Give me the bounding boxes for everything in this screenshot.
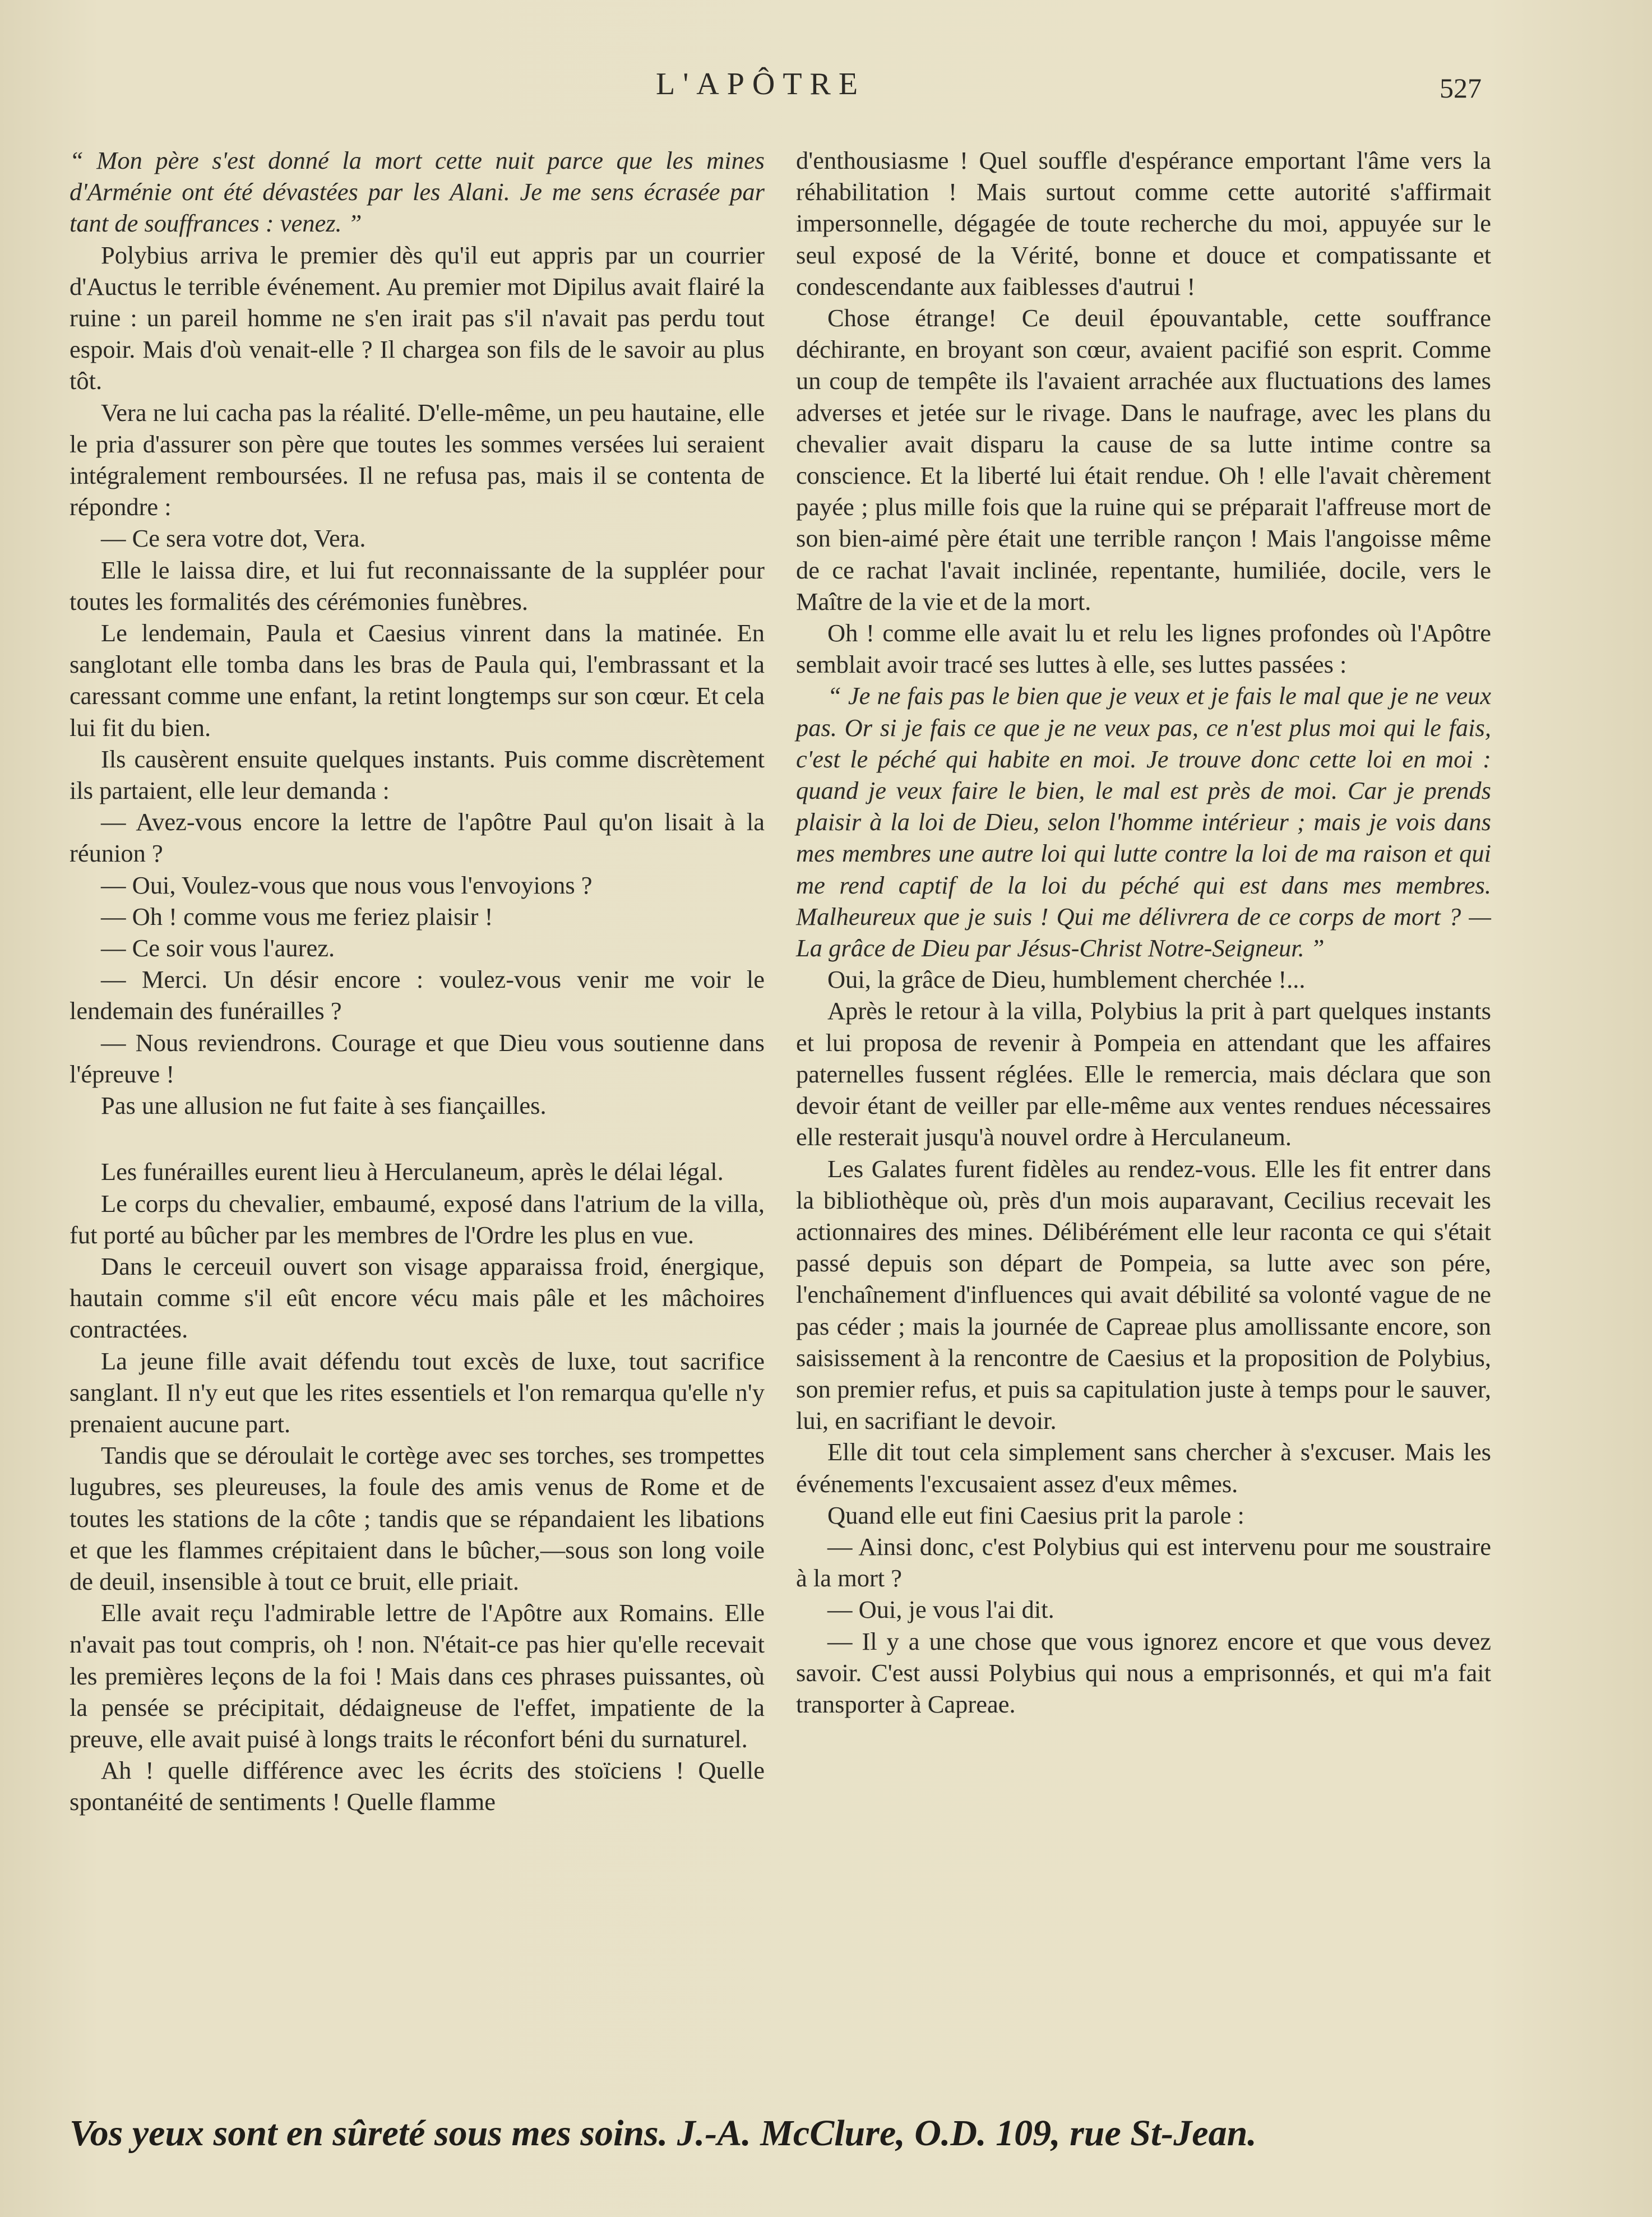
paragraph: Dans le cerceuil ouvert son visage apparaissa froid, énergique, hautain comme s'il eût encore vécu mais pâle et les mâchoires contractées. <box>70 1252 765 1344</box>
paragraph: Quand elle eut fini Caesius prit la parole : <box>827 1501 1244 1529</box>
left-column <box>70 145 765 1818</box>
paragraph: Oh ! comme elle avait lu et relu les lignes profondes où l'Apôtre semblait avoir tracé ses luttes à elle, ses luttes passées : <box>796 619 1491 679</box>
paragraph: Chose étrange! Ce deuil épouvantable, cette souffrance déchirante, en broyant son cœur, avaient pacifié son esprit. Comme un coup de tempête ils l'avaient arrachée aux fluctuations des lames adverses et jetée sur le rivage. Dans le naufrage, avec les plans du chevalier avait disparu la cause de sa lutte intime contre sa conscience. Et la liberté lui était rendue. Oh ! elle l'avait chèrement payée ; plus mille fois que la ruine qui se préparait l'affreuse mort de son bien-aimé père était une terrible rançon ! Mais l'angoisse même de ce rachat l'avait inclinée, repentante, humiliée, docile, vers le Maître de la vie et de la mort. <box>796 304 1491 615</box>
footer-advertisement: Vos yeux sont en sûreté sous mes soins. J.-A. McClure, O.D. 109, rue St-Jean. <box>70 2113 1257 2154</box>
dialogue-line: — Oui, Voulez-vous que nous vous l'envoyions ? <box>101 871 593 899</box>
dialogue-line: — Ce sera votre dot, Vera. <box>101 524 366 553</box>
paragraph: Vera ne lui cacha pas la réalité. D'elle-même, un peu hautaine, elle le pria d'assurer son père que toutes les sommes versées lui seraient intégralement remboursées. Il ne refusa pas, mais il se contenta de répondre : <box>70 398 765 521</box>
paragraph: Après le retour à la villa, Polybius la prit à part quelques instants et lui proposa de revenir à Pompeia en attendant que les affaires paternelles fussent réglées. Elle le remercia, mais déclara que son devoir étant de veiller par elle-même aux ventes rendues nécessaires elle resterait jusqu'à nouvel ordre à Herculaneum. <box>796 997 1491 1151</box>
running-header <box>0 66 1652 117</box>
paragraph: Elle le laissa dire, et lui fut reconnaissante de la suppléer pour toutes les formalités des cérémonies funèbres. <box>70 556 765 615</box>
paragraph: Les funérailles eurent lieu à Herculaneum, après le délai légal. <box>101 1158 724 1186</box>
paragraph: La jeune fille avait défendu tout excès de luxe, tout sacrifice sanglant. Il n'y eut que les rites essentiels et l'on remarqua qu'elle n'y prenaient aucune part. <box>70 1346 765 1438</box>
dialogue-line: — Oh ! comme vous me feriez plaisir ! <box>101 902 493 931</box>
paragraph: Elle dit tout cela simplement sans chercher à s'excuser. Mais les événements l'excusaient assez d'eux mêmes. <box>796 1438 1491 1498</box>
dialogue-line: — Avez-vous encore la lettre de l'apôtre Paul qu'on lisait à la réunion ? <box>70 808 765 868</box>
running-title: L'APÔTRE <box>656 67 866 101</box>
paragraph: Polybius arriva le premier dès qu'il eut appris par un courrier d'Auctus le terrible événement. Au premier mot Dipilus avait flairé la ruine : un pareil homme ne s'en irait pas s'il n'avait pas perdu tout espoir. Mais d'où venait-elle ? Il chargea son fils de le savoir au plus tôt. <box>70 240 765 395</box>
paragraph: Ils causèrent ensuite quelques instants. Puis comme discrètement ils partaient, elle leur demanda : <box>70 744 765 805</box>
dialogue-line: — Merci. Un désir encore : voulez-vous venir me voir le lendemain des funérailles ? <box>70 965 765 1025</box>
dialogue-line: — Ce soir vous l'aurez. <box>101 934 335 962</box>
paragraph: d'enthousiasme ! Quel souffle d'espérance emportant l'âme vers la réhabilitation ! Mais surtout comme cette autorité s'affirmait impersonnelle, dégagée de toute recherche du moi, appuyée sur le seul exposé de la Vérité, bonne et douce et compatissante et condescendante aux faiblesses d'autrui ! <box>796 146 1491 300</box>
dialogue-line: — Oui, je vous l'ai dit. <box>827 1595 1054 1624</box>
paragraph: “ Mon père s'est donné la mort cette nuit parce que les mines d'Arménie ont été dévastées par les Alani. Je me sens écrasée par tant de souffrances : venez. ” <box>70 146 765 238</box>
paragraph: Le lendemain, Paula et Caesius vinrent dans la matinée. En sanglotant elle tomba dans les bras de Paula qui, l'embrassant et la caressant comme une enfant, la retint longtemps sur son cœur. Et cela lui fit du bien. <box>70 619 765 742</box>
paragraph: Elle avait reçu l'admirable lettre de l'Apôtre aux Romains. Elle n'avait pas tout compris, oh ! non. N'était-ce pas hier qu'elle recevait les premières leçons de la foi ! Mais dans ces phrases puissantes, où la pensée se précipitait, dédaigneuse de l'effet, impatiente de la preuve, elle avait puisé à longs traits le réconfort béni du surnaturel. <box>70 1599 765 1753</box>
paragraph: Tandis que se déroulait le cortège avec ses torches, ses trompettes lugubres, ses pleureuses, la foule des amis venus de Rome et de toutes les stations de la côte ; tandis que se répandaient les libations et que les flammes crépitaient dans le bûcher,—sous son long voile de deuil, insensible à tout ce bruit, elle priait. <box>70 1441 765 1595</box>
dialogue-line: — Nous reviendrons. Courage et que Dieu vous soutienne dans l'épreuve ! <box>70 1028 765 1088</box>
right-column <box>796 145 1491 1720</box>
paragraph: Ah ! quelle différence avec les écrits des stoïciens ! Quelle spontanéité de sentiments ! Quelle flamme <box>70 1756 765 1816</box>
dialogue-line: — Il y a une chose que vous ignorez encore et que vous devez savoir. C'est aussi Polybius qui nous a emprisonnés, et qui m'a fait transporter à Capreae. <box>796 1627 1491 1718</box>
paragraph: Le corps du chevalier, embaumé, exposé dans l'atrium de la villa, fut porté au bûcher par les membres de l'Ordre les plus en vue. <box>70 1189 765 1249</box>
page-number: 527 <box>1440 72 1482 104</box>
paragraph: Oui, la grâce de Dieu, humblement cherchée !... <box>827 965 1306 994</box>
scripture-quote: “ Je ne fais pas le bien que je veux et je fais le mal que je ne veux pas. Or si je fais ce que je ne veux pas, ce n'est plus moi qui le fais, c'est le péché qui habite en moi. Je trouve donc cette loi en moi : quand je veux faire le bien, le mal est près de moi. Car je prends plaisir à la loi de Dieu, selon l'homme intérieur ; mais je vois dans mes membres une autre loi qui lutte contre la loi de ma raison et qui me rend captif de la loi du péché qui est dans mes membres. Malheureux que je suis ! Qui me délivrera de ce corps de mort ? — La grâce de Dieu par Jésus-Christ Notre-Seigneur. ” <box>796 682 1491 962</box>
dialogue-line: — Ainsi donc, c'est Polybius qui est intervenu pour me soustraire à la mort ? <box>796 1532 1491 1593</box>
paragraph: Pas une allusion ne fut faite à ses fiançailles. <box>101 1091 547 1120</box>
paragraph: Les Galates furent fidèles au rendez-vous. Elle les fit entrer dans la bibliothèque où, près d'un mois auparavant, Cecilius recevait les actionnaires des mines. Délibérément elle leur raconta ce qui s'était passé depuis son départ de Pompeia, sa lutte avec son pére, l'enchaînement d'influences qui avait débilité sa volonté vague de ne pas céder ; mais la journée de Capreae plus amollissante encore, son saisissement à la rencontre de Caesius et la proposition de Polybius, son premier refus, et puis sa capitulation juste à temps pour le sauver, lui, en sacrifiant le devoir. <box>796 1154 1491 1435</box>
